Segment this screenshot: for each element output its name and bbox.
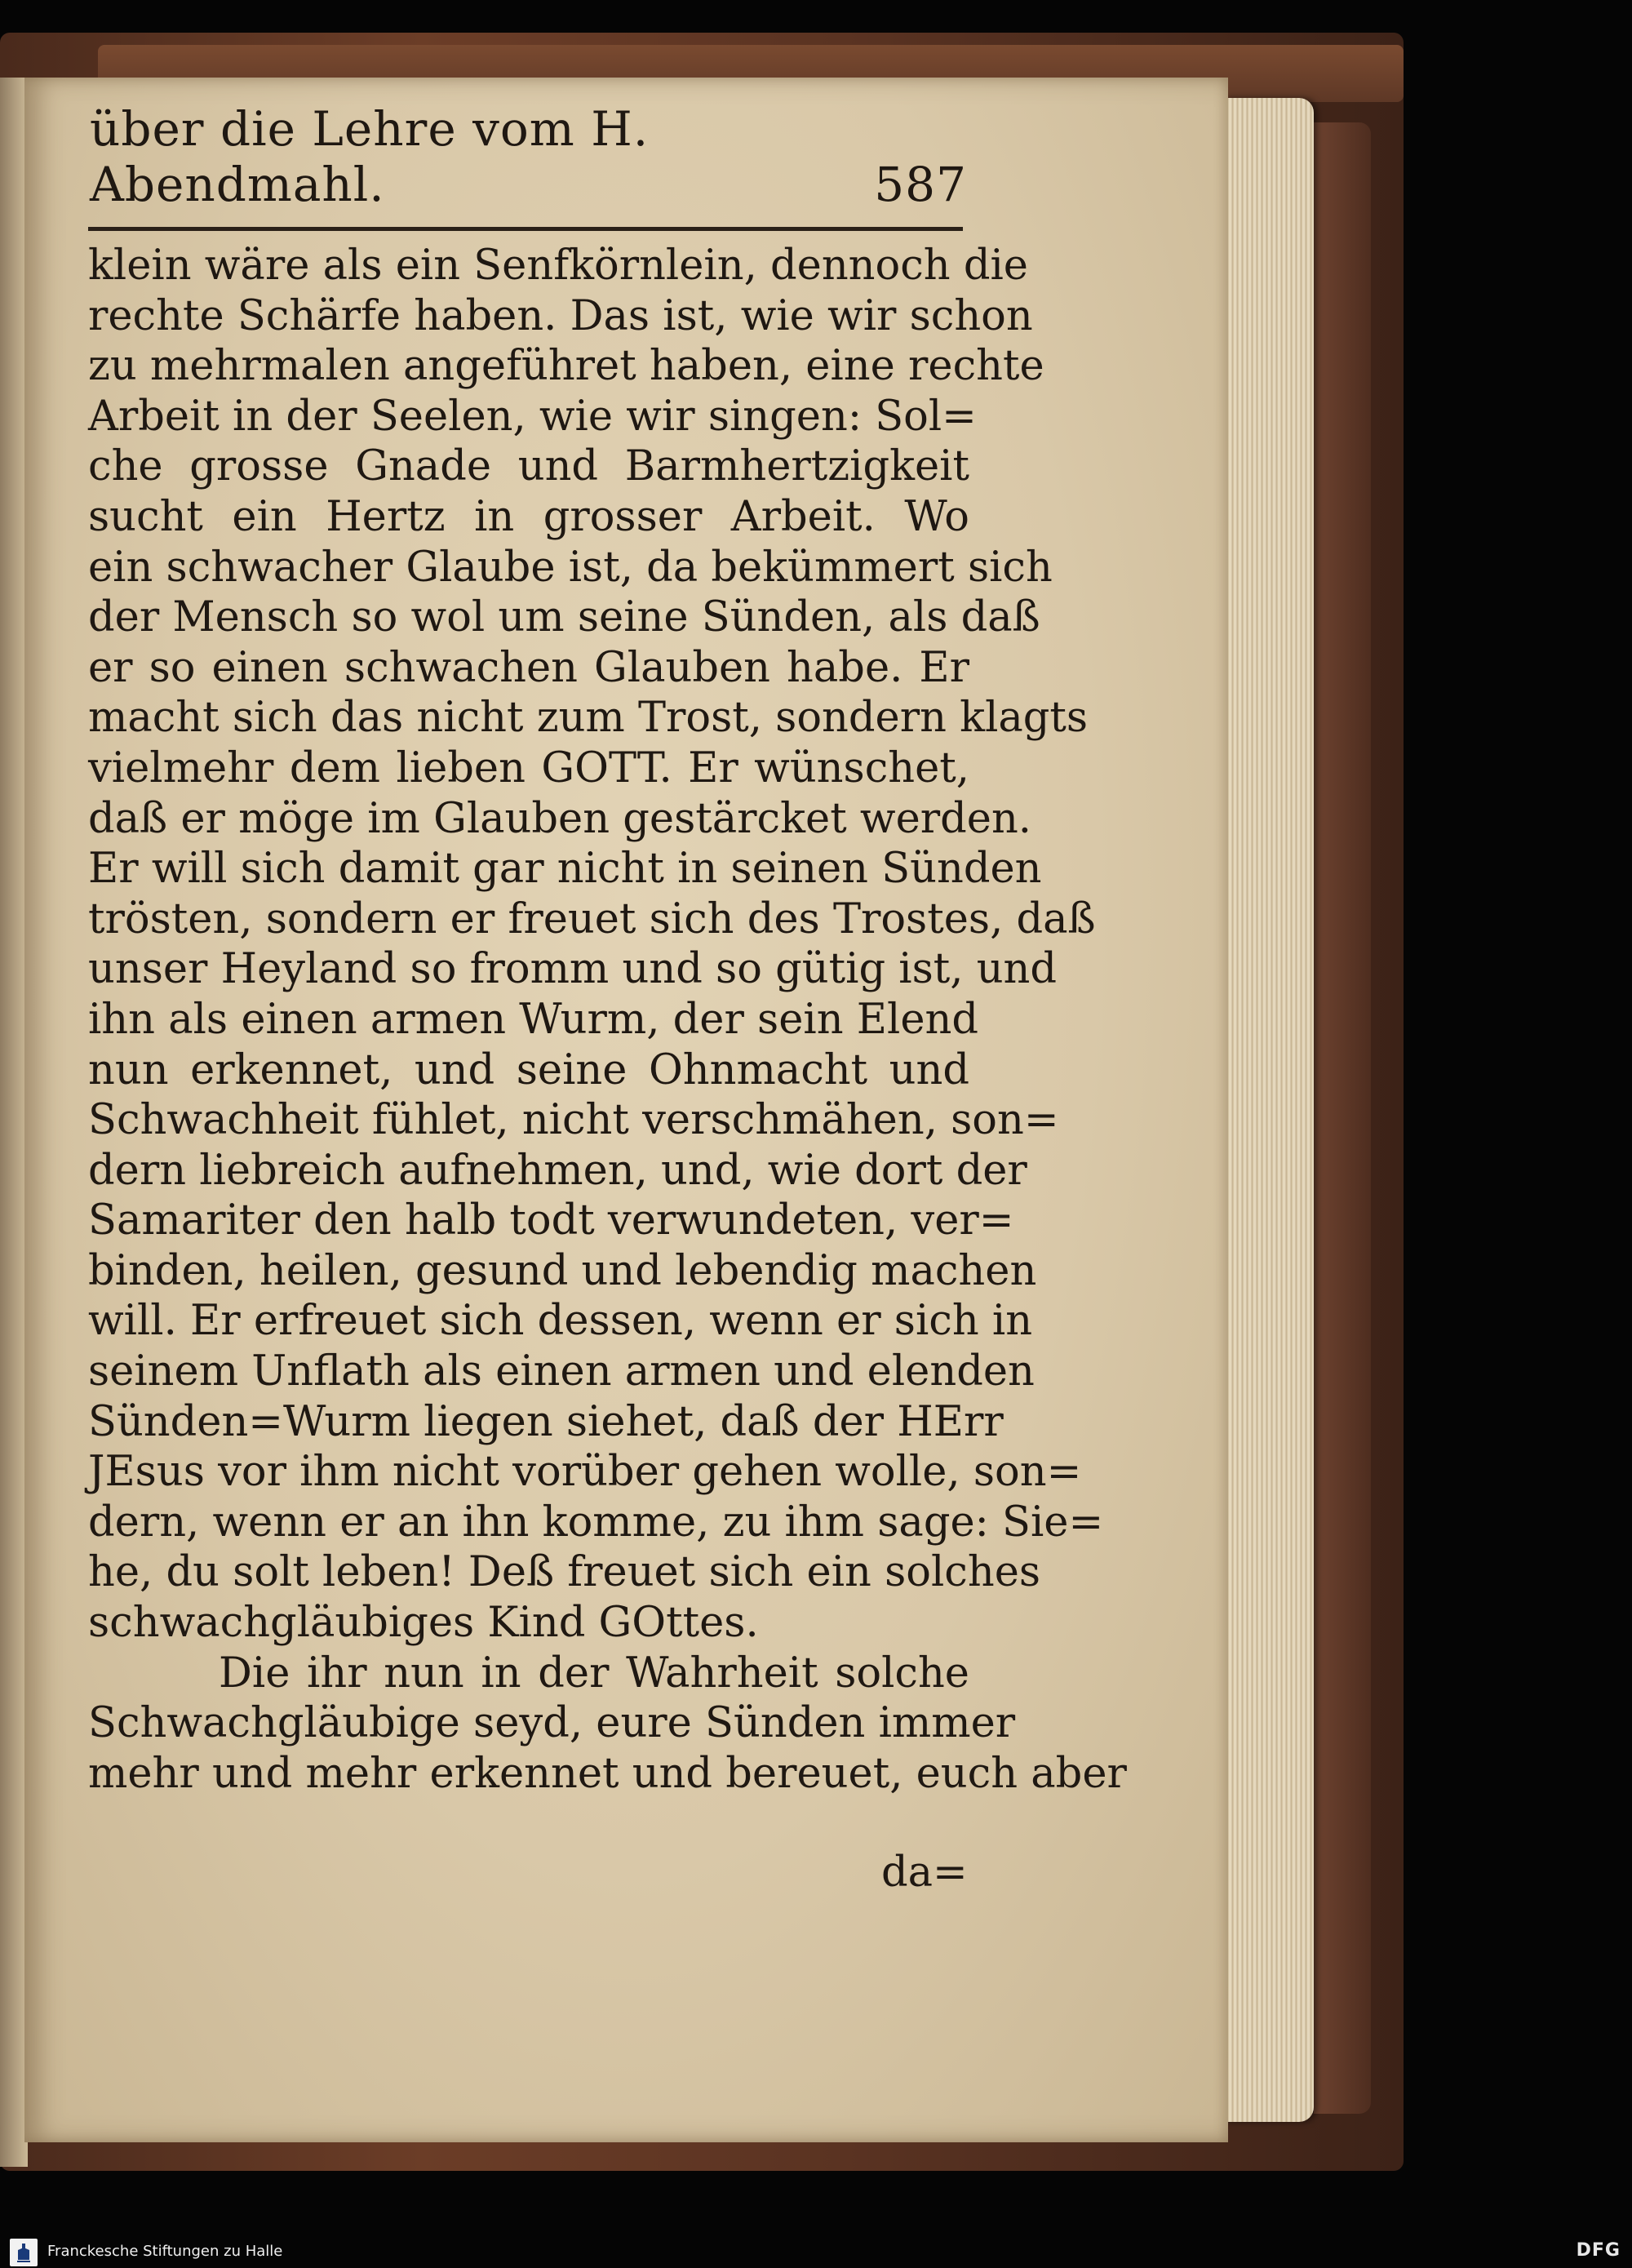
- text-line: unser Heyland so fromm und so gütig ist, und: [88, 945, 1058, 994]
- text-line: sucht ein Hertz in grosser Arbeit. Wo: [88, 492, 969, 541]
- text-line: mehr und mehr erkennet und bereuet, euch aber: [88, 1749, 1127, 1798]
- running-head: [90, 101, 967, 212]
- text-line: binden, heilen, gesund und lebendig machen: [88, 1246, 1037, 1295]
- running-head-title: über die Lehre vom H. Abendmahl.: [90, 101, 650, 212]
- text-line: schwachgläubiges Kind GOttes.: [88, 1599, 759, 1648]
- footer-dfg-logo: DFG: [1576, 2240, 1621, 2261]
- text-line: rechte Schärfe haben. Das ist, wie wir schon: [88, 291, 1033, 340]
- text-line: will. Er erfreuet sich dessen, wenn er sich in: [88, 1297, 1033, 1346]
- text-line: Arbeit in der Seelen, wie wir singen: Sol=: [88, 392, 977, 441]
- text-line: dern liebreich aufnehmen, und, wie dort der: [88, 1146, 1027, 1195]
- institution-logo-icon: [10, 2239, 38, 2266]
- text-line: vielmehr dem lieben GOTT. Er wünschet,: [88, 743, 969, 792]
- text-line: Schwachgläubige seyd, eure Sünden immer: [88, 1699, 1016, 1748]
- body-text: [88, 241, 1127, 1799]
- text-line: daß er möge im Glauben gestärcket werden.: [88, 794, 1032, 843]
- text-line: trösten, sondern er freuet sich des Trostes, daß: [88, 894, 1096, 943]
- text-line: JEsus vor ihm nicht vorüber gehen wolle, son=: [88, 1448, 1082, 1497]
- text-line: Er will sich damit gar nicht in seinen Sünden: [88, 845, 1042, 894]
- footer-institution: Franckesche Stiftungen zu Halle: [47, 2243, 283, 2260]
- catchword: da=: [881, 1849, 968, 1897]
- text-line: seinem Unflath als einen armen und elenden: [88, 1347, 1035, 1396]
- text-line: nun erkennet, und seine Ohnmacht und: [88, 1045, 969, 1094]
- page-number: 587: [874, 157, 967, 212]
- text-line: ihn als einen armen Wurm, der sein Elend: [88, 995, 978, 1044]
- text-line: ein schwacher Glaube ist, da bekümmert sich: [88, 543, 1053, 592]
- text-line: Sünden=Wurm liegen siehet, daß der HErr: [88, 1397, 1004, 1446]
- header-rule: [88, 227, 963, 231]
- facing-page-edge: [0, 78, 28, 2167]
- text-line: macht sich das nicht zum Trost, sondern klagts: [88, 694, 1089, 743]
- text-line: klein wäre als ein Senfkörnlein, dennoch die: [88, 242, 1028, 290]
- text-line: he, du solt leben! Deß freuet sich ein solches: [88, 1548, 1041, 1597]
- text-line: er so einen schwachen Glauben habe. Er: [88, 643, 969, 692]
- text-line: dern, wenn er an ihn komme, zu ihm sage: Sie=: [88, 1498, 1104, 1547]
- book-cover-right-edge: [1314, 122, 1371, 2114]
- text-line: Die ihr nun in der Wahrheit solche: [219, 1649, 969, 1698]
- text-line: che grosse Gnade und Barmhertzigkeit: [88, 442, 969, 491]
- text-line: der Mensch so wol um seine Sünden, als daß: [88, 593, 1040, 642]
- page-fore-edge: [1224, 98, 1314, 2122]
- text-line: Schwachheit fühlet, nicht verschmähen, son=: [88, 1096, 1059, 1145]
- text-line: Samariter den halb todt verwundeten, ver=: [88, 1196, 1014, 1245]
- text-line: zu mehrmalen angeführet haben, eine rechte: [88, 342, 1044, 391]
